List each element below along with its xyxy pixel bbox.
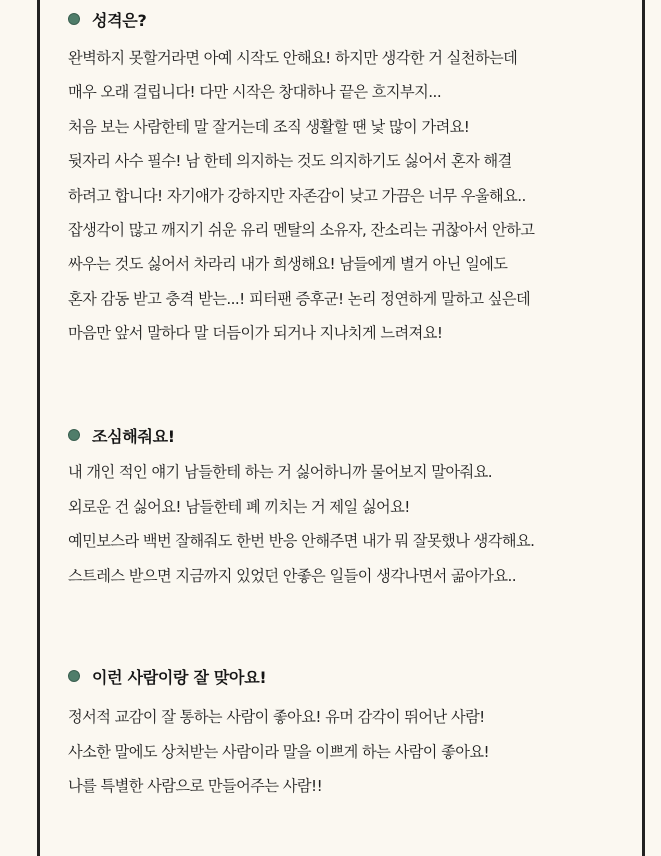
- text-line: 마음만 앞서 말하다 말 더듬이가 되거나 지나치게 느려져요!: [68, 324, 443, 343]
- personality-section: [68, 4, 638, 351]
- circle-bullet-icon: [68, 13, 80, 25]
- section-heading: [68, 661, 638, 691]
- text-line: 혼자 감동 받고 충격 받는...! 피터팬 증후군! 논리 정연하게 말하고 싶은데: [68, 289, 531, 308]
- text-line: 매우 오래 걸립니다! 다만 시작은 창대하나 끝은 흐지부지...: [68, 83, 442, 102]
- text-line: 완벽하지 못할거라면 아예 시작도 안해요! 하지만 생각한 거 실천하는데: [68, 49, 518, 67]
- text-line: 뒷자리 사수 필수! 남 한테 의지하는 것도 의지하기도 싫어서 혼자 해결: [68, 152, 512, 171]
- section-heading-text: 이런 사람이랑 잘 맞아요!: [92, 667, 267, 687]
- section-heading: [68, 420, 638, 450]
- section-heading: [68, 4, 638, 34]
- caution-section: [68, 420, 638, 593]
- text-line: 외로운 건 싫어요! 남들한테 폐 끼치는 거 제일 싫어요!: [68, 497, 410, 516]
- section-heading-text: 성격은?: [92, 10, 147, 30]
- compatibility-section: [68, 661, 638, 804]
- text-line: 나를 특별한 사람으로 만들어주는 사람!!: [68, 777, 323, 795]
- text-line: 사소한 말에도 상처받는 사람이라 말을 이쁘게 하는 사람이 좋아요!: [68, 742, 490, 761]
- text-line: 싸우는 것도 싫어서 차라리 내가 희생해요! 남들에게 별거 아닌 일에도: [68, 255, 508, 274]
- text-line: 처음 보는 사람한테 말 잘거는데 조직 생활할 땐 낯 많이 가려요!: [68, 117, 470, 136]
- section-heading-text: 조심해줘요!: [92, 426, 175, 446]
- text-line: 내 개인 적인 얘기 남들한테 하는 거 싫어하니까 물어보지 말아줘요.: [68, 463, 493, 481]
- text-line: 잡생각이 많고 깨지기 쉬운 유리 멘탈의 소유자, 잔소리는 귀찮아서 안하고: [68, 220, 535, 239]
- text-line: 정서적 교감이 잘 통하는 사람이 좋아요! 유머 감각이 뛰어난 사람!: [68, 708, 485, 726]
- text-line: 스트레스 받으면 지금까지 있었던 안좋은 일들이 생각나면서 곪아가요..: [68, 566, 517, 585]
- text-line: 하려고 합니다! 자기애가 강하지만 자존감이 낮고 가끔은 너무 우울해요..: [68, 186, 526, 205]
- circle-bullet-icon: [68, 670, 80, 682]
- profile-card: [37, 0, 645, 856]
- text-line: 예민보스라 백번 잘해줘도 한번 반응 안해주면 내가 뭐 잘못했나 생각해요.: [68, 532, 535, 550]
- circle-bullet-icon: [68, 429, 80, 441]
